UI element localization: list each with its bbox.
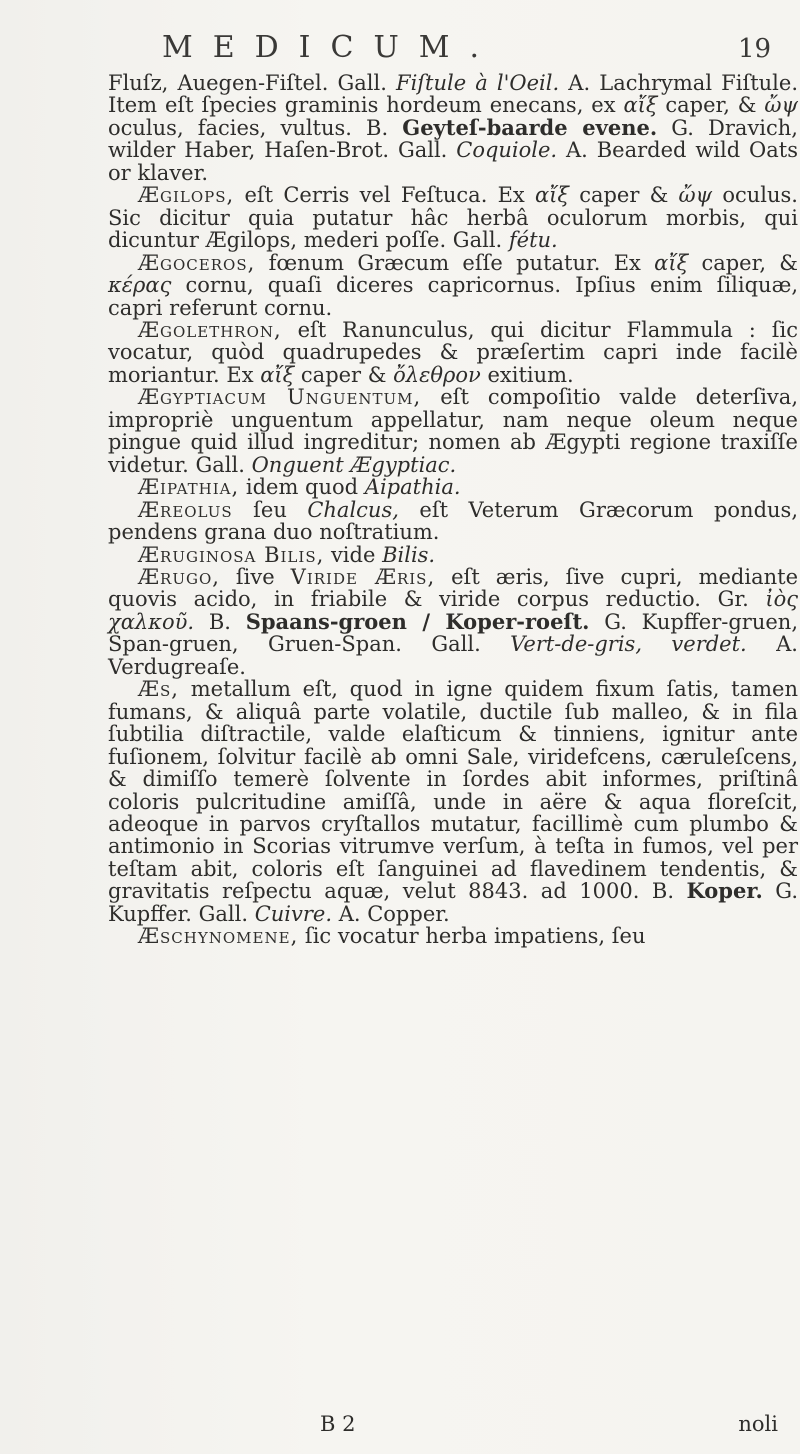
entry-text: G. Kupffer. Gall. xyxy=(108,879,798,926)
italic-gloss: ἰὸς χαλκοῦ. xyxy=(108,587,798,634)
italic-gloss: ὤψ xyxy=(678,183,713,208)
entry-text: G. Kupffer-gruen, Span-gruen, Gruen-Span. Gall. xyxy=(108,609,798,657)
entry-text: oculus, facies, vultus. B. xyxy=(108,115,403,140)
entry-text: A. Verdugreaſe. xyxy=(108,632,798,679)
entry-text: vide xyxy=(324,542,383,567)
italic-gloss: κέρας xyxy=(108,273,172,298)
entry-text: eſt Cerris vel Feſtuca. Ex xyxy=(234,183,535,208)
entry-aegilops xyxy=(108,184,798,251)
italic-gloss: ὄλεθρον xyxy=(393,362,481,387)
italic-gloss: αἴξ xyxy=(260,362,295,387)
entry-text: caper & xyxy=(568,183,679,208)
entry-headword: Ægolethron, xyxy=(138,317,282,342)
italic-gloss: αἴξ xyxy=(535,183,569,208)
entry-aegoceros xyxy=(108,252,798,319)
entry-aeipathia xyxy=(108,476,798,498)
entry-headword: Ægyptiacum Unguentum, xyxy=(138,385,422,410)
entry-aegyptiacum-unguentum xyxy=(108,386,798,476)
entry-text: B. xyxy=(194,609,246,634)
catchword: noli xyxy=(738,1412,778,1436)
entry-headword: Ægilops, xyxy=(138,183,235,208)
entry-continuation xyxy=(108,72,798,184)
entry-text: eſt Veterum Græcorum pondus, pendens grana duo noſtratium. xyxy=(108,497,798,545)
entry-text: caper & xyxy=(294,362,394,387)
entry-headword: Æipathia, xyxy=(138,475,240,500)
entry-text: idem quod xyxy=(239,475,365,500)
entry-headword: Ærugo, xyxy=(138,564,220,589)
blackletter-gloss: Geyteſ-baarde evene. xyxy=(402,114,658,140)
italic-gloss: Coquiole. xyxy=(456,138,558,163)
entry-aeruginosa-bilis xyxy=(108,544,798,566)
entry-text: eſt æris, ſive cupri, mediante quovis acido, in friabile & viride corpus reductio. Gr. xyxy=(108,564,798,612)
entry-text: metallum eſt, quod in igne quidem fixum ſatis, tamen fumans, & aliquâ parte volatile, ductile ſub malleo, & in fila ſubtilia diſtractile, valde elaſticum & tinniens, ignitur ante fuſionem, ſolvitur facilè ab omni Sale, viridefcens, cæruleſcens, & dimiſſo temerè ſolvente in ſordes abit informes, priſtinâ coloris pulcritudine amiſſâ, unde in aëre & aqua floreſcit, adeoque in parvos cryſtallos mutatur, facillimè cum plumbo & antimonio in Scorias vitrumve verſum, à teſta in fumos, vel per teſtam abit, coloris eſt ſanguinei ad flavedinem tendentis, & gravitatis reſpectu aquæ, velut 8843. ad 1000. B. xyxy=(108,677,798,904)
entry-headword: Æreolus xyxy=(138,497,233,522)
entry-headword: Æs, xyxy=(138,677,179,702)
italic-gloss: Onguent Ægyptiac. xyxy=(251,452,457,477)
entry-headword: Viride Æris, xyxy=(290,564,436,589)
entry-headword: Ægoceros, xyxy=(138,250,256,275)
entry-aes xyxy=(108,678,798,925)
entry-headword: Æschynomene, xyxy=(138,924,299,949)
entry-text: oculus. Sic dicitur quia putatur hâc herbâ oculorum morbis, qui dicuntur Ægilops, mederi poſſe. Gall. xyxy=(108,183,798,253)
entry-text: G. Dravich, wilder Haber, Haſen-Brot. Gall. xyxy=(108,115,798,163)
entry-text: Fluſz, Auegen-Fiſtel. Gall. xyxy=(108,71,396,95)
page-number: 19 xyxy=(738,34,772,64)
italic-gloss: Fiſtule à l'Oeil. xyxy=(396,71,560,95)
italic-gloss: ὤψ xyxy=(764,93,798,118)
entry-text: ſic vocatur herba impatiens, ſeu xyxy=(298,924,646,949)
entry-aereolus xyxy=(108,499,798,544)
italic-gloss: Vert-de-gris, verdet. xyxy=(510,632,747,657)
entry-headword: Æruginosa Bilis, xyxy=(138,542,325,567)
italic-gloss: Cuivre. xyxy=(254,901,333,926)
entry-text: eſt Ranunculus, qui dicitur Flammula : ſic vocatur, quòd quadrupedes & præſertim capri inde facilè moriantur. Ex xyxy=(108,317,798,387)
entry-text: exitium. xyxy=(480,362,574,387)
running-title: MEDICUM. xyxy=(162,30,500,65)
italic-gloss: fétu. xyxy=(508,228,558,253)
italic-gloss: αἴξ xyxy=(623,93,658,118)
entry-text: caper, & xyxy=(688,250,798,275)
entry-aerugo xyxy=(108,566,798,678)
entry-text: ſeu xyxy=(232,497,308,522)
italic-gloss: αἴξ xyxy=(654,250,689,275)
entry-text: cornu, quaſi diceres capricornus. Ipſius enim ſiliquæ, capri referunt cornu. xyxy=(108,273,798,320)
signature-mark: B 2 xyxy=(320,1412,356,1436)
entry-text: A. Lachrymal Fiſtule. Item eſt ſpecies graminis hordeum enecans, ex xyxy=(108,71,799,118)
entry-text: fœnum Græcum eſſe putatur. Ex xyxy=(255,250,655,275)
entry-aegolethron xyxy=(108,319,798,386)
entry-text: A. Bearded wild Oats or klaver. xyxy=(108,138,799,185)
italic-gloss: Aipathia. xyxy=(364,475,461,500)
dictionary-text xyxy=(108,72,798,948)
blackletter-gloss: Koper. xyxy=(686,878,763,904)
blackletter-gloss: Spaans-groen / Koper-roeſt. xyxy=(245,608,590,634)
entry-aeschynomene xyxy=(108,925,798,947)
entry-text: ſive xyxy=(219,564,291,589)
entry-text: A. Copper. xyxy=(332,901,450,926)
italic-gloss: Chalcus, xyxy=(307,497,399,522)
entry-text: eſt compoſitio valde deterſiva, impropriè unguentum appellatur, nam neque oleum neque pingue quid illud ingreditur; nomen ab Ægypti regione traxiſſe videtur. Gall. xyxy=(108,385,798,477)
entry-text: caper, & xyxy=(657,93,765,118)
italic-gloss: Bilis. xyxy=(382,542,436,567)
